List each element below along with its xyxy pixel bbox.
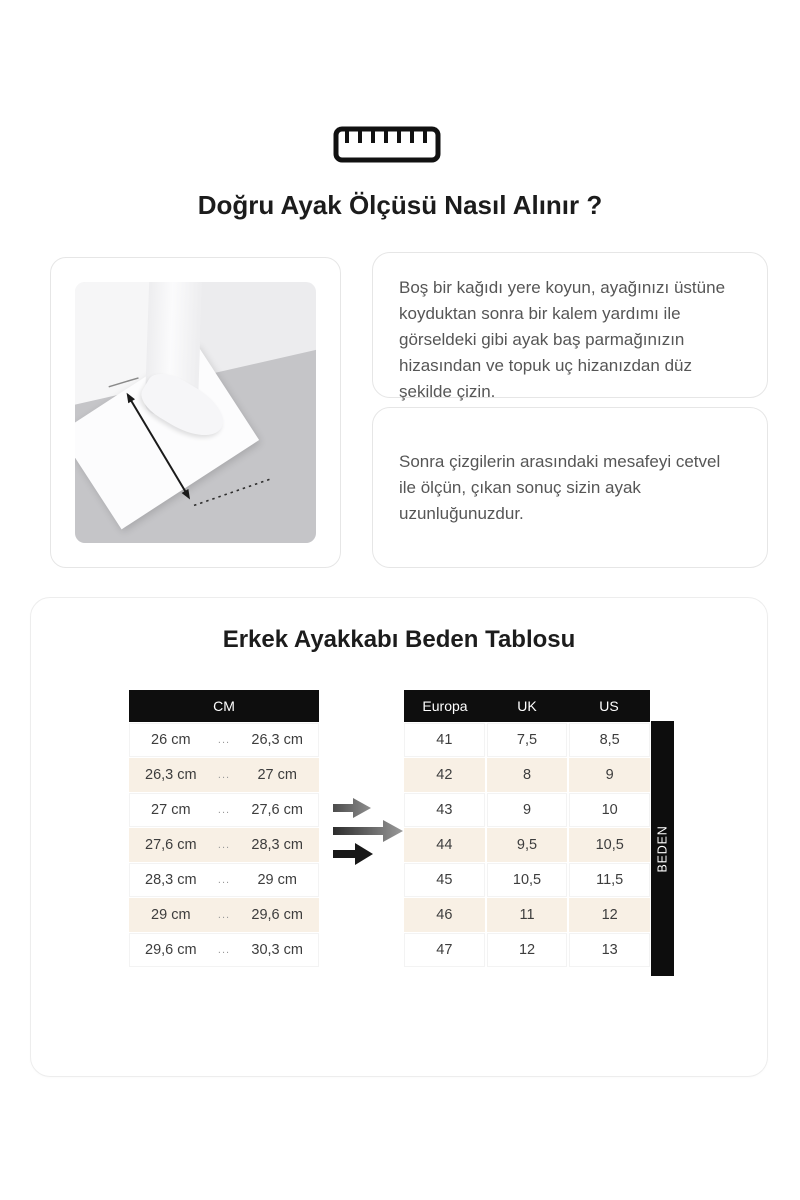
- size-table-row: 43 9 10: [404, 793, 650, 827]
- size-table-row: 46 11 12: [404, 898, 650, 932]
- cm-table-row: 28,3 cm ... 29 cm: [129, 863, 319, 897]
- size-table-row: 41 7,5 8,5: [404, 723, 650, 757]
- page-title: Doğru Ayak Ölçüsü Nasıl Alınır ?: [197, 190, 603, 220]
- double-headed-measure-arrow: [75, 282, 316, 543]
- instruction-step-1-text: Boş bir kağıdı yere koyun, ayağınızı üstüne koyduktan sonra bir kalem yardımı ile görseldeki gibi ayak baş parmağınızın hizasından ve topuk uç hizanızdan düz şekilde çizin.: [399, 278, 726, 401]
- instruction-step-2-text: Sonra çizgilerin arasındaki mesafeyi cetvel ile ölçün, çıkan sonuç sizin ayak uzunluğunuzdur.: [399, 451, 721, 523]
- size-table-row: 47 12 13: [404, 933, 650, 967]
- size-table-row: 44 9,5 10,5: [404, 828, 650, 862]
- size-table-header-uk: UK: [517, 698, 537, 714]
- size-table-title: Erkek Ayakkabı Beden Tablosu: [222, 626, 576, 653]
- cm-table-row: 27,6 cm ... 28,3 cm: [129, 828, 319, 862]
- beden-side-label: BEDEN: [651, 721, 674, 976]
- foot-measurement-photo: [75, 282, 316, 543]
- size-table-header-us: US: [599, 698, 619, 714]
- cm-table-row: 26 cm ... 26,3 cm: [129, 723, 319, 757]
- size-table-row: 45 10,5 11,5: [404, 863, 650, 897]
- cm-table-row: 27 cm ... 27,6 cm: [129, 793, 319, 827]
- size-table-card: [30, 597, 768, 1077]
- ruler-icon: [333, 126, 441, 163]
- measurement-photo-card: [50, 257, 341, 568]
- instruction-step-2: [372, 407, 768, 568]
- instruction-step-1: [372, 252, 768, 401]
- cm-table-row: 29 cm ... 29,6 cm: [129, 898, 319, 932]
- size-table-header-row: [404, 690, 650, 722]
- cm-table-header: CM: [129, 690, 319, 722]
- cm-table-row: 26,3 cm ... 27 cm: [129, 758, 319, 792]
- cm-table-row: 29,6 cm ... 30,3 cm: [129, 933, 319, 967]
- size-table-row: 42 8 9: [404, 758, 650, 792]
- size-conversion-table: [404, 690, 650, 967]
- size-table-header-europa: Europa: [422, 698, 468, 714]
- cm-table: [129, 690, 319, 967]
